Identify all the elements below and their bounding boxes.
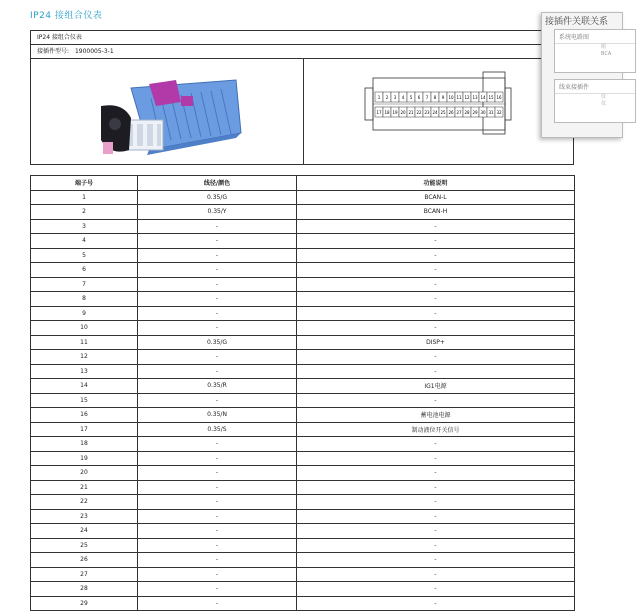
table-row xyxy=(31,292,575,307)
function-cell: - xyxy=(297,596,575,611)
function-cell: - xyxy=(297,466,575,481)
function-cell: - xyxy=(297,538,575,553)
pin-label: 6 xyxy=(417,95,421,100)
part-number-label: 接插件型号: xyxy=(37,48,70,55)
pin-number-cell: 8 xyxy=(31,292,138,307)
function-cell: - xyxy=(297,553,575,568)
table-row xyxy=(31,538,575,553)
system-diagram-card[interactable] xyxy=(554,29,636,73)
card-head: 线束接插件 xyxy=(555,80,635,94)
pin-number-cell: 12 xyxy=(31,350,138,365)
part-number-row xyxy=(31,45,573,59)
connector-name-row xyxy=(31,31,573,45)
wire-color-cell: - xyxy=(138,567,297,582)
pin-label: 19 xyxy=(392,110,398,115)
pin-label: 29 xyxy=(472,110,478,115)
table-row xyxy=(31,480,575,495)
table-row xyxy=(31,306,575,321)
pin-label: 32 xyxy=(496,110,502,115)
wire-color-cell: - xyxy=(138,582,297,597)
card-line: 仪 xyxy=(601,94,607,100)
function-cell: - xyxy=(297,306,575,321)
harness-connector-card[interactable] xyxy=(554,79,636,123)
pin-label: 22 xyxy=(416,110,422,115)
wire-color-cell: - xyxy=(138,437,297,452)
header-wire-color: 线径/颜色 xyxy=(138,176,297,191)
table-row xyxy=(31,205,575,220)
wire-color-cell: - xyxy=(138,451,297,466)
page-title: IP24 接组合仪表 xyxy=(30,11,103,21)
function-cell: - xyxy=(297,582,575,597)
pin-label: 24 xyxy=(432,110,438,115)
wire-color-cell: - xyxy=(138,350,297,365)
table-row xyxy=(31,350,575,365)
connector-info-box xyxy=(30,30,574,165)
pin-label: 26 xyxy=(448,110,454,115)
card-line: 组 xyxy=(601,44,607,50)
function-cell: - xyxy=(297,263,575,278)
pin-number-cell: 16 xyxy=(31,408,138,423)
pin-label: 25 xyxy=(440,110,446,115)
function-cell: BCAN-L xyxy=(297,190,575,205)
table-row xyxy=(31,263,575,278)
function-cell: DISP+ xyxy=(297,335,575,350)
function-cell: IG1电源 xyxy=(297,379,575,394)
wire-color-cell: 0.35/S xyxy=(138,422,297,437)
pin-number-cell: 20 xyxy=(31,466,138,481)
wire-color-cell: - xyxy=(138,596,297,611)
table-row xyxy=(31,393,575,408)
table-row xyxy=(31,219,575,234)
pin-number-cell: 19 xyxy=(31,451,138,466)
pin-label: 14 xyxy=(480,95,486,100)
pin-label: 18 xyxy=(384,110,390,115)
wire-color-cell: - xyxy=(138,480,297,495)
function-cell: BCAN-H xyxy=(297,205,575,220)
pin-label: 2 xyxy=(385,95,389,100)
wire-color-cell: - xyxy=(138,553,297,568)
function-cell: - xyxy=(297,480,575,495)
table-row xyxy=(31,248,575,263)
wire-color-cell: 0.35/Y xyxy=(138,205,297,220)
pin-label: 15 xyxy=(488,95,494,100)
function-cell: - xyxy=(297,451,575,466)
table-row xyxy=(31,524,575,539)
table-row xyxy=(31,567,575,582)
wire-color-cell: - xyxy=(138,393,297,408)
function-cell: 蓄电池电源 xyxy=(297,408,575,423)
function-cell: - xyxy=(297,364,575,379)
wire-color-cell: - xyxy=(138,219,297,234)
pin-number-cell: 4 xyxy=(31,234,138,249)
table-row xyxy=(31,437,575,452)
table-row xyxy=(31,321,575,336)
pin-number-cell: 9 xyxy=(31,306,138,321)
pin-label: 21 xyxy=(408,110,414,115)
pin-label: 9 xyxy=(441,95,445,100)
pin-number-cell: 18 xyxy=(31,437,138,452)
pin-label: 12 xyxy=(464,95,470,100)
wire-color-cell: - xyxy=(138,292,297,307)
wire-color-cell: 0.35/G xyxy=(138,190,297,205)
pin-label: 31 xyxy=(488,110,494,115)
function-cell: - xyxy=(297,509,575,524)
pin-number-cell: 14 xyxy=(31,379,138,394)
pin-number-cell: 11 xyxy=(31,335,138,350)
table-row xyxy=(31,553,575,568)
wire-color-cell: - xyxy=(138,306,297,321)
pin-number-cell: 25 xyxy=(31,538,138,553)
function-cell: - xyxy=(297,567,575,582)
function-cell: - xyxy=(297,321,575,336)
table-header-row xyxy=(31,176,575,191)
connector-name: IP24 接组合仪表 xyxy=(37,34,82,41)
pin-label: 20 xyxy=(400,110,406,115)
pin-label: 23 xyxy=(424,110,430,115)
pinout-diagram-cell xyxy=(303,58,574,165)
card-line: 仪 xyxy=(601,101,607,107)
pin-number-cell: 2 xyxy=(31,205,138,220)
card-line: BCA xyxy=(601,51,612,57)
pin-label: 16 xyxy=(496,95,502,100)
pin-label: 3 xyxy=(393,95,397,100)
wire-color-cell: - xyxy=(138,321,297,336)
pin-label: 8 xyxy=(433,95,437,100)
function-cell: - xyxy=(297,234,575,249)
pin-number-cell: 28 xyxy=(31,582,138,597)
table-row xyxy=(31,234,575,249)
pin-number-cell: 23 xyxy=(31,509,138,524)
wire-color-cell: - xyxy=(138,234,297,249)
table-row xyxy=(31,495,575,510)
table-row xyxy=(31,335,575,350)
side-panel-title: 接插件关联关系 xyxy=(545,17,609,27)
pin-number-cell: 27 xyxy=(31,567,138,582)
pinout-diagram xyxy=(303,58,574,165)
function-cell: - xyxy=(297,350,575,365)
function-cell: - xyxy=(297,437,575,452)
wire-color-cell: - xyxy=(138,277,297,292)
pin-label: 28 xyxy=(464,110,470,115)
pin-number-cell: 1 xyxy=(31,190,138,205)
pin-label: 17 xyxy=(376,110,382,115)
function-cell: 制动液位开关信号 xyxy=(297,422,575,437)
table-row xyxy=(31,422,575,437)
header-pin-number: 端子号 xyxy=(31,176,138,191)
table-row xyxy=(31,364,575,379)
pin-number-cell: 3 xyxy=(31,219,138,234)
function-cell: - xyxy=(297,248,575,263)
pin-number-cell: 21 xyxy=(31,480,138,495)
wire-color-cell: - xyxy=(138,524,297,539)
function-cell: - xyxy=(297,393,575,408)
pin-label: 13 xyxy=(472,95,478,100)
header-function: 功能说明 xyxy=(297,176,575,191)
wire-color-cell: - xyxy=(138,495,297,510)
function-cell: - xyxy=(297,277,575,292)
pin-label: 11 xyxy=(456,95,462,100)
table-row xyxy=(31,582,575,597)
table-row xyxy=(31,408,575,423)
wire-color-cell: - xyxy=(138,538,297,553)
wire-color-cell: 0.35/R xyxy=(138,379,297,394)
wire-color-cell: - xyxy=(138,263,297,278)
wire-color-cell: - xyxy=(138,509,297,524)
card-head: 系统电路图 xyxy=(555,30,635,44)
pin-number-cell: 26 xyxy=(31,553,138,568)
connector-image-cell xyxy=(31,58,304,165)
table-row xyxy=(31,509,575,524)
pin-number-cell: 24 xyxy=(31,524,138,539)
pin-number-cell: 29 xyxy=(31,596,138,611)
function-cell: - xyxy=(297,495,575,510)
pin-number-cell: 13 xyxy=(31,364,138,379)
pin-label: 30 xyxy=(480,110,486,115)
table-row xyxy=(31,466,575,481)
pin-label: 27 xyxy=(456,110,462,115)
function-cell: - xyxy=(297,292,575,307)
function-cell: - xyxy=(297,219,575,234)
pin-number-cell: 5 xyxy=(31,248,138,263)
pin-label: 5 xyxy=(409,95,413,100)
related-connectors-panel xyxy=(541,12,623,138)
connector-photo xyxy=(31,58,303,165)
pin-number-cell: 6 xyxy=(31,263,138,278)
table-row xyxy=(31,379,575,394)
pin-number-cell: 22 xyxy=(31,495,138,510)
wire-color-cell: 0.35/N xyxy=(138,408,297,423)
wire-color-cell: - xyxy=(138,248,297,263)
table-row xyxy=(31,451,575,466)
table-row xyxy=(31,277,575,292)
pin-label: 4 xyxy=(401,95,405,100)
function-cell: - xyxy=(297,524,575,539)
pin-label: 1 xyxy=(377,95,381,100)
table-row xyxy=(31,596,575,611)
pin-number-cell: 10 xyxy=(31,321,138,336)
pin-label: 10 xyxy=(448,95,454,100)
pin-number-cell: 17 xyxy=(31,422,138,437)
pin-label: 7 xyxy=(425,95,429,100)
table-row xyxy=(31,190,575,205)
pin-table xyxy=(30,175,575,611)
wire-color-cell: 0.35/G xyxy=(138,335,297,350)
wire-color-cell: - xyxy=(138,466,297,481)
pin-number-cell: 7 xyxy=(31,277,138,292)
wire-color-cell: - xyxy=(138,364,297,379)
pin-number-cell: 15 xyxy=(31,393,138,408)
part-number-value: 1900005-3-1 xyxy=(74,48,114,55)
